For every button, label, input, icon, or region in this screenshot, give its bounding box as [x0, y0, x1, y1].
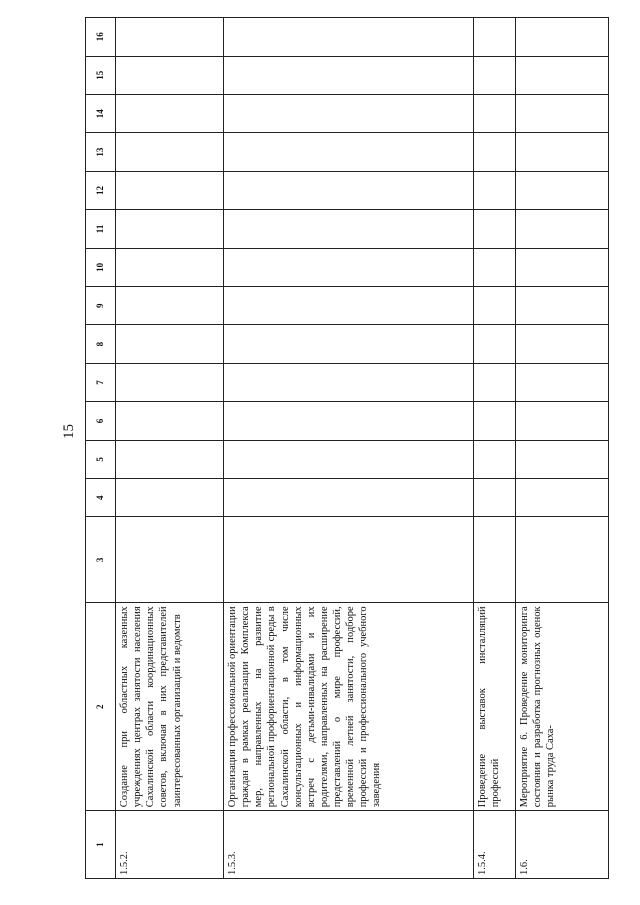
data-table [85, 17, 609, 879]
row-number: 1.5.2. [116, 811, 224, 879]
table-cell [474, 363, 516, 401]
table-cell [224, 402, 474, 440]
table-cell [116, 56, 224, 94]
row-description: Мероприятие 6. Проведение мониторинга состояния и разработка прогнозных оценок рынка труда Саха- [516, 603, 609, 811]
table-cell [116, 287, 224, 325]
row-number: 1.5.3. [224, 811, 474, 879]
table-cell [116, 402, 224, 440]
col-header: 12 [86, 171, 116, 209]
col-header: 14 [86, 95, 116, 133]
table-cell [224, 440, 474, 478]
table-cell [224, 56, 474, 94]
table-cell [474, 95, 516, 133]
table-cell [516, 56, 609, 94]
table-cell [224, 18, 474, 57]
table-cell [116, 325, 224, 363]
table-cell [474, 479, 516, 517]
table-cell [516, 18, 609, 57]
table-cell [516, 133, 609, 171]
table-cell [516, 210, 609, 248]
table-cell [474, 287, 516, 325]
row-description: Создание при областных казенных учреждениях центрах занятости населения Сахалинской области координационных советов, включая в них представителей заинтересованных организаций и ведомств [116, 603, 224, 811]
table-cell [116, 479, 224, 517]
table-cell [516, 517, 609, 603]
col-header: 11 [86, 210, 116, 248]
table-cell [516, 95, 609, 133]
row-number: 1.6. [516, 811, 609, 879]
table-cell [474, 325, 516, 363]
table-cell [474, 210, 516, 248]
table-row [116, 18, 224, 879]
table-cell [116, 210, 224, 248]
col-header: 1 [86, 811, 116, 879]
table-cell [516, 171, 609, 209]
table-cell [224, 133, 474, 171]
col-header: 4 [86, 479, 116, 517]
table-cell [224, 479, 474, 517]
table-cell [116, 171, 224, 209]
col-header: 3 [86, 517, 116, 603]
col-header: 15 [86, 56, 116, 94]
table-cell [224, 517, 474, 603]
col-header: 10 [86, 248, 116, 286]
table-cell [474, 248, 516, 286]
col-header: 9 [86, 287, 116, 325]
row-description: Проведение выставок инсталляций профессий [474, 603, 516, 811]
table-cell [516, 440, 609, 478]
col-header: 7 [86, 363, 116, 401]
col-header: 2 [86, 603, 116, 811]
col-header: 8 [86, 325, 116, 363]
table-cell [516, 479, 609, 517]
table-cell [516, 325, 609, 363]
col-header: 6 [86, 402, 116, 440]
table-cell [224, 248, 474, 286]
table-cell [224, 210, 474, 248]
table-cell [474, 171, 516, 209]
table-cell [474, 56, 516, 94]
table-cell [116, 440, 224, 478]
table-cell [224, 325, 474, 363]
row-number: 1.5.4. [474, 811, 516, 879]
table-cell [116, 248, 224, 286]
table-cell [116, 363, 224, 401]
table-cell [224, 171, 474, 209]
table-row [474, 18, 516, 879]
page-number: 15 [61, 424, 77, 439]
table-cell [516, 287, 609, 325]
table-cell [516, 248, 609, 286]
table-cell [224, 95, 474, 133]
table-cell [516, 402, 609, 440]
table-cell [224, 363, 474, 401]
table-container [85, 17, 608, 879]
table-cell [116, 18, 224, 57]
table-cell [116, 133, 224, 171]
table-cell [474, 133, 516, 171]
col-header: 13 [86, 133, 116, 171]
row-description: Организация профессиональной ориентации граждан в рамках реализации Комплекса мер, направленных на развитие региональной профориентационной среды в Сахалинской области, в том числе консультационных и информационных встреч с детьми-инвалидами и их родителями, направленных на расширение представлений о мире профессий, временной летней занятости, подборе профессий и профессионального учебного заведения [224, 603, 474, 811]
table-cell [224, 287, 474, 325]
table-cell [474, 440, 516, 478]
table-cell [516, 363, 609, 401]
table-row [516, 18, 609, 879]
table-cell [116, 95, 224, 133]
col-header: 16 [86, 18, 116, 57]
table-cell [474, 517, 516, 603]
table-row [224, 18, 474, 879]
col-header: 5 [86, 440, 116, 478]
header-row [86, 18, 116, 879]
table-cell [474, 18, 516, 57]
table-cell [474, 402, 516, 440]
table-cell [116, 517, 224, 603]
